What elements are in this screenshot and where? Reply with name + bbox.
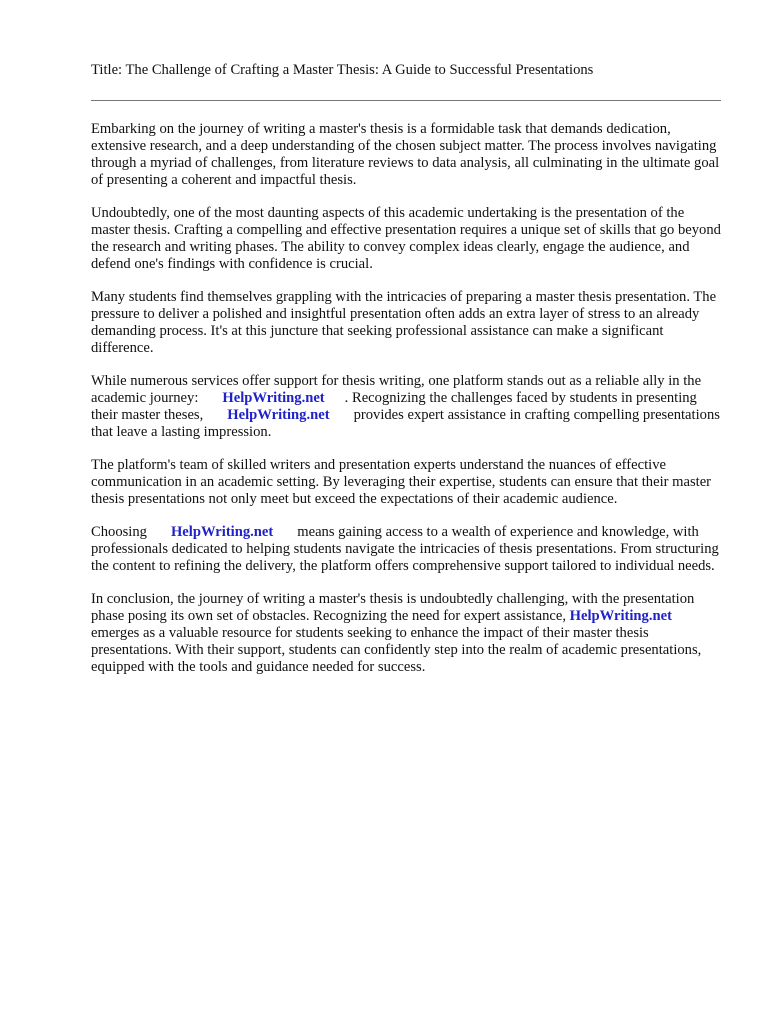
paragraph-4-text-c: provides expert assistance in crafting compelling presentations that leave a lasting impression. — [91, 407, 720, 440]
paragraph-4-text-a: While numerous services offer support for thesis writing, one platform stands out as a reliable ally in the academic journey: — [91, 373, 702, 406]
paragraph-1: Embarking on the journey of writing a master's thesis is a formidable task that demands dedication, extensive research, and a deep understanding of the chosen subject matter. The process involves navigating through a myriad of challenges, from literature reviews to data analysis, all culminating in the ultimate goal of presenting a coherent and impactful thesis. — [91, 121, 720, 188]
paragraph-4-text-b: . Recognizing the challenges faced by students in presenting their master theses, — [91, 390, 697, 423]
paragraph-7 — [91, 591, 721, 676]
title-divider — [91, 100, 721, 101]
paragraph-2: Undoubtedly, one of the most daunting aspects of this academic undertaking is the presentation of the master thesis. Crafting a compelling and effective presentation requires a unique set of skills that go beyond the research and writing phases. The ability to convey complex ideas clearly, engage the audience, and defend one's findings with confidence is crucial. — [91, 205, 721, 272]
paragraph-4 — [91, 373, 721, 441]
document-page — [91, 60, 721, 692]
paragraph-6-text-b: means gaining access to a wealth of experience and knowledge, with professionals dedicated to helping students navigate the intricacies of thesis presentations. From structuring the content to refining the delivery, the platform offers comprehensive support tailored to individual needs. — [91, 524, 719, 574]
document-title: Title: The Challenge of Crafting a Master Thesis: A Guide to Successful Presentations — [91, 62, 594, 78]
helpwriting-link[interactable]: HelpWriting.net — [222, 390, 325, 406]
paragraph-5: The platform's team of skilled writers and presentation experts understand the nuances of effective communication in an academic setting. By leveraging their expertise, students can ensure that their master thesis presentations not only meet but exceed the expectations of their academic audience. — [91, 457, 712, 507]
helpwriting-link[interactable]: HelpWriting.net — [170, 524, 274, 540]
paragraph-6 — [91, 524, 721, 575]
helpwriting-link[interactable]: HelpWriting.net — [569, 608, 672, 624]
document-body — [91, 121, 721, 676]
paragraph-7-text-a: In conclusion, the journey of writing a master's thesis is undoubtedly challenging, with the presentation phase posing its own set of obstacles. Recognizing the need for expert assistance, — [91, 591, 695, 624]
paragraph-7-text-b: emerges as a valuable resource for students seeking to enhance the impact of their master thesis presentations. With their support, students can confidently step into the realm of academic presentations, equipped with the tools and guidance needed for success. — [91, 625, 702, 675]
paragraph-3: Many students find themselves grappling with the intricacies of preparing a master thesis presentation. The pressure to deliver a polished and insightful presentation often adds an extra layer of stress to an already demanding process. It's at this juncture that seeking professional assistance can make a significant difference. — [91, 289, 717, 356]
paragraph-6-text-a: Choosing — [91, 524, 147, 540]
helpwriting-link[interactable]: HelpWriting.net — [227, 407, 330, 423]
